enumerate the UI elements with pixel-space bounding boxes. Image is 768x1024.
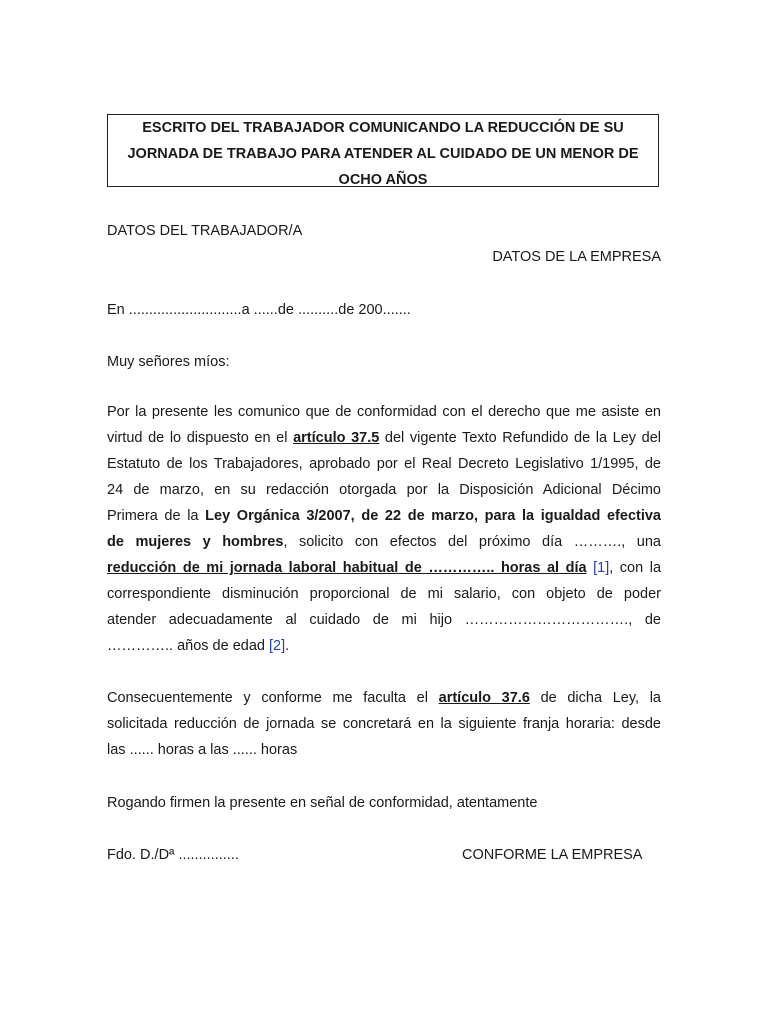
p2-row-3: las ...... horas a las ...... horas xyxy=(107,742,298,758)
p1-row-10 xyxy=(107,633,661,659)
p1-row-8: correspondiente disminución proporcional de mi salario, con objeto de poder xyxy=(107,586,661,602)
p2-text: Consecuentemente y conforme me faculta el xyxy=(107,690,439,706)
p1-row-4: 24 de marzo, en su redacción otorgada por la Disposición Adicional Décimo xyxy=(107,482,661,498)
organic-law-ref-cont: de mujeres y hombres xyxy=(107,534,284,550)
company-agree-label: CONFORME LA EMPRESA xyxy=(462,847,643,863)
worker-data-label: DATOS DEL TRABAJADOR/A xyxy=(107,223,303,239)
article-37-6-ref: artículo 37.6 xyxy=(438,690,530,706)
p2-row-2: solicitada reducción de jornada se concretará en la siguiente franja horaria: desde xyxy=(107,716,661,732)
document-title-box xyxy=(107,114,659,187)
signature-line: Fdo. D./Dª ............... xyxy=(107,847,239,863)
footnote-1-link[interactable]: [1] xyxy=(586,560,610,576)
p1-text: ………….. años de edad xyxy=(107,638,269,654)
p1-row-5 xyxy=(107,503,661,529)
p2-row-1 xyxy=(107,685,661,711)
title-line-1: ESCRITO DEL TRABAJADOR COMUNICANDO LA REDUCCIÓN DE SU xyxy=(142,120,624,136)
p1-row-1: Por la presente les comunico que de conformidad con el derecho que me asiste en xyxy=(107,404,661,420)
body-paragraph-2 xyxy=(107,685,661,763)
company-data-label: DATOS DE LA EMPRESA xyxy=(492,249,661,265)
p1-text: , con la xyxy=(609,560,662,576)
p1-text: virtud de lo dispuesto en el xyxy=(107,430,294,446)
p1-row-3: Estatuto de los Trabajadores, aprobado por el Real Decreto Legislativo 1/1995, de xyxy=(107,456,661,472)
p1-text: . xyxy=(285,638,290,654)
greeting: Muy señores míos: xyxy=(107,354,230,370)
p1-row-9: atender adecuadamente al cuidado de mi hijo ……………………………., de xyxy=(107,612,661,628)
title-line-3: OCHO AÑOS xyxy=(338,172,428,188)
p1-row-7 xyxy=(107,555,661,581)
p1-row-2 xyxy=(107,425,661,451)
title-line-2: JORNADA DE TRABAJO PARA ATENDER AL CUIDADO DE UN MENOR DE xyxy=(127,146,639,162)
p1-text: Primera de la xyxy=(107,508,206,524)
body-paragraph-1 xyxy=(107,399,661,659)
p1-text: del vigente Texto Refundido de la Ley del xyxy=(379,430,662,446)
p2-text: de dicha Ley, la xyxy=(529,690,661,706)
closing-line: Rogando firmen la presente en señal de conformidad, atentamente xyxy=(107,795,538,811)
p1-row-6 xyxy=(107,529,661,555)
p1-text: , solicito con efectos del próximo día ………., una xyxy=(283,534,661,550)
place-date-line: En ............................a ......de ..........de 200....... xyxy=(107,302,411,318)
footnote-2-link[interactable]: [2] xyxy=(269,638,286,654)
organic-law-ref: Ley Orgánica 3/2007, de 22 de marzo, para la igualdad efectiva xyxy=(205,508,661,524)
reduction-request: reducción de mi jornada laboral habitual de ………….. horas al día xyxy=(107,560,587,576)
article-37-5-ref: artículo 37.5 xyxy=(293,430,380,446)
